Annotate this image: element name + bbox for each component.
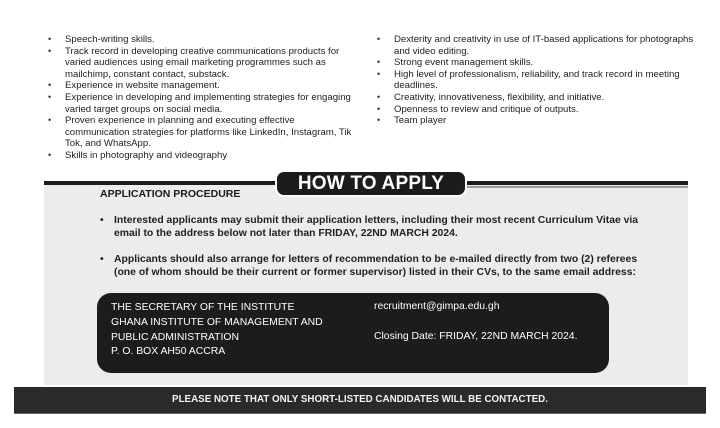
address-line: PUBLIC ADMINISTRATION: [111, 331, 239, 343]
footer-rule: [14, 413, 706, 414]
list-item: • Proven experience in planning and executing effective communication strategies for platforms like LinkedIn, Instagram, Tik Tok, and WhatsApp.: [48, 115, 352, 150]
list-item: • High level of professionalism, reliability, and track record in meeting deadlines.: [377, 68, 680, 92]
procedure-bullet: • Interested applicants may submit their application letters, including their most recent Curriculum Vitae via email to the address below not later than FRIDAY, 22ND MARCH 2024.: [100, 215, 639, 239]
list-item: • Experience in developing and implementing strategies for engaging varied target groups on social media.: [48, 91, 351, 115]
section-divider-accent: [430, 186, 688, 188]
bullet-icon: •: [100, 254, 104, 265]
list-item: • Creativity, innovativeness, flexibility, and initiative.: [377, 91, 605, 103]
how-to-apply-banner: HOW TO APPLY: [275, 170, 467, 197]
list-item: • Team player: [377, 115, 447, 127]
list-item: • Track record in developing creative communications products for varied audiences using email marketing programmes such as mailchimp, constant contact, substack.: [48, 45, 340, 80]
procedure-bullet: • Applicants should also arrange for letters of recommendation to be e-mailed directly from two (2) referees (one of whom should be their current or former supervisor) listed in their CVs, to the same email address:: [100, 254, 638, 278]
list-item: • Speech-writing skills.: [48, 34, 155, 45]
list-item: • Experience in website management.: [48, 80, 220, 92]
list-item: • Dexterity and creativity in use of IT-based applications for photographs and video editing.: [377, 34, 694, 57]
list-item: • Skills in photography and videography: [48, 149, 228, 161]
email-address-link[interactable]: recruitment@gimpa.edu.gh: [374, 301, 500, 312]
address-line: P. O. BOX AH50 ACCRA: [111, 346, 226, 358]
requirements-left-list: [48, 34, 358, 162]
list-item: • Strong event management skills.: [377, 57, 534, 69]
application-procedure-heading: APPLICATION PROCEDURE: [100, 188, 241, 200]
bullet-icon: •: [100, 215, 104, 226]
footer-notice: PLEASE NOTE THAT ONLY SHORT-LISTED CANDIDATES WILL BE CONTACTED.: [14, 387, 706, 413]
list-item: • Openness to review and critique of outputs.: [377, 103, 579, 115]
address-line: GHANA INSTITUTE OF MANAGEMENT AND: [111, 316, 323, 328]
address-line: THE SECRETARY OF THE INSTITUTE: [111, 302, 295, 313]
address-box: [97, 293, 609, 373]
requirements-right-list: [377, 34, 697, 127]
postal-address: [111, 301, 323, 360]
closing-date: Closing Date: FRIDAY, 22ND MARCH 2024.: [374, 331, 578, 342]
